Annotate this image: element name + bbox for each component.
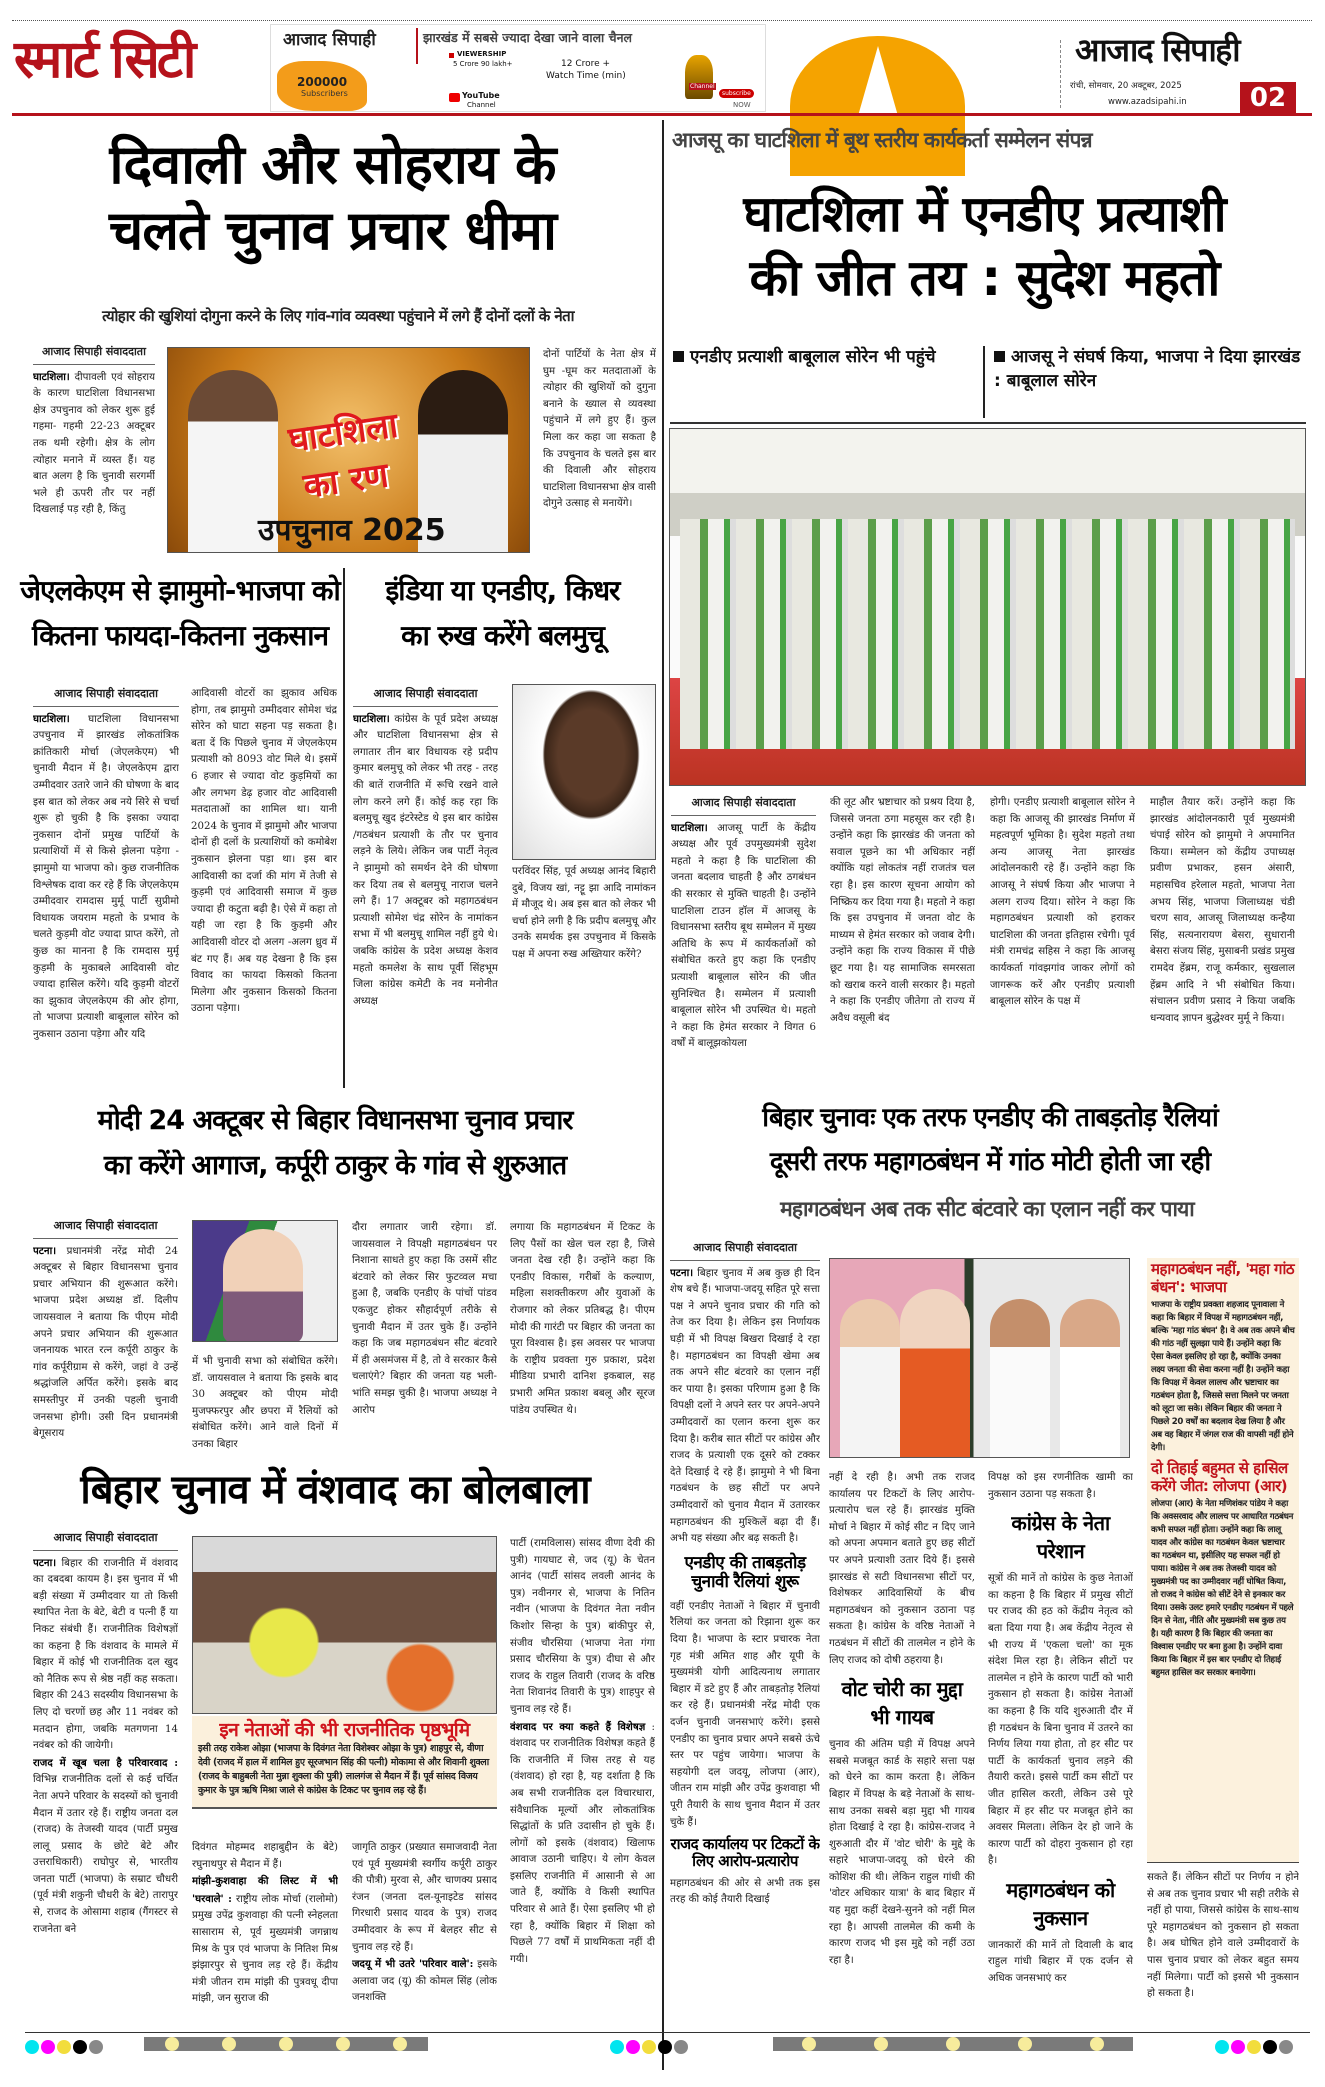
bullet-square-icon [673,351,684,362]
ad-subscribe-button[interactable]: subscribe [719,89,754,98]
channel-ad[interactable] [270,24,766,112]
story6-headline: बिहार चुनाव में वंशवाद का बोलबाला [80,1467,590,1513]
story-text: दोनों पार्टियों के नेता क्षेत्र में घुम -घूम कर मतदाताओं के त्योहार की खुशियों को दुगुना बनाने के ख्याल से व्यवस्था पहुंचाने में लगे हुए हैं। कुल मिला कर कहा जा सकता है कि उपचुनाव के चलते इस बार की दिवाली और सोहराय घाटशिला विधानसभा क्षेत्र वासी दोगुने उत्साह से मनायेंगे। [543,349,656,510]
story3-column1 [353,686,498,1082]
people-group [680,519,1295,749]
story4-headline [672,182,1297,310]
story5-headline-line1: मोदी 24 अक्टूबर से बिहार विधानसभा चुनाव प्रचार [97,1105,573,1136]
story-text: लगाया कि महागठबंधन में टिकट के लिए पैसों का खेल चल रहा है, जिसे जनता देख रही है। उन्होंने कहा कि एनडीए विकास, गरीबों के कल्याण, महिला सशक्तीकरण और युवाओं के रोजगार को लेकर प्रतिबद्ध है। पीएम मोदी की गारंटी पर बिहार की जनता का पूरा विश्वास है। इस अवसर पर भाजपा के राष्ट्रीय प्रवक्ता गुरु प्रकाश, प्रदेश मीडिया प्रभारी दानिश इकबाल, सह प्रभारी अमित प्रकाश बबलू और सूरज पांडेय उपस्थित थे। [510,1222,655,1416]
story5-column2 [192,1354,338,1454]
story-text: घाटशिला विधानसभा उपचुनाव में झारखंड लोकतांत्रिक क्रांतिकारी मोर्चा (जेएलकेएम) भी चुनावी मैदान में है। जेएलकेएम द्वारा उम्मीदवार उतारे जाने की घोषणा के बाद इस बात को लेकर अब नये सिरे से चर्चा शुरू हो चुकी है कि इसका ज्यादा नुकसान दोनों प्रमुख पार्टियों के प्रत्याशियों में से किसे झेलना पड़ेगा - झामुमो या भाजपा को। कुछ राजनीतिक विश्लेषक दावा कर रहे हैं कि जेएलकेएम उम्मीदवार रामदास मुर्मू पार्टी सुप्रीमो विधायक जयराम महतो के प्रभाव के चलते कुड़मी वोट ज्यादा प्राप्त करेंगे, तो कुछ का मानना है कि रामदास मुर्मू कुड़मी के मुकाबले आदिवासी वोट ज्यादा हासिल करेंगे। यदि कुड़मी वोटरों का झुकाव जेएलकेएम की ओर होगा, तो भाजपा प्रत्याशी बाबूलाल सोरेन को नुकसान उठाना पड़ेगा और यदि [33,713,179,1040]
story4-headline-line2: की जीत तय : सुदेश महतो [749,249,1220,307]
paper-name: आजाद सिपाही [1075,31,1240,69]
story3-headline [350,568,655,658]
story-text: परविंदर सिंह, पूर्व अध्यक्ष आनंद बिहारी दुबे, विजय खां, नट्टू झा आदि नामांकन में मौजूद थे। अब इस बात को लेकर भी चर्चा होने लगी है कि प्रदीप बलमुचू और उनके समर्थक इस उपचुनाव में किसके पक्ष में अपना रुख अख्तियार करेंगे? [512,866,656,960]
divider [670,422,1306,424]
color-registration-marks-left [25,2036,105,2055]
black-dot-icon [658,2040,672,2054]
byline: आजाद सिपाही संवाददाता [33,1530,178,1551]
black-dot-icon [1263,2040,1277,2054]
ad-channel-label: Channel [467,101,496,109]
byline: आजाद सिपाही संवाददाता [33,1218,178,1239]
story-text: चुनाव की अंतिम घड़ी में विपक्ष अपने सबसे मजबूत कार्ड के सहारे सत्ता पक्ष को घेरने का काम करता है। लेकिन बिहार में विपक्ष के बड़े नेताओं के साथ-साथ उनका सबसे बड़ा मुद्दा भी गायब होता दिखाई दे रहा है। कांग्रेस-राजद ने शुरुआती दौर में 'वोट चोरी' के मुद्दे के सहारे भाजपा-जदयू को घेरने की कोशिश की थी। लेकिन राहुल गांधी की 'वोटर अधिकार यात्रा' के बाद बिहार में यह मुद्दा कहीं देखने-सुनने को नहीं मिल रहा है। आपसी तालमेल की कमी के कारण राजद भी इस मुद्दे को नहीं उठा रहा है। [829,1739,975,1966]
poster-title-1: घाटशिला [286,405,401,461]
yellow-dot-icon [57,2040,71,2054]
yellow-dot-icon [393,2037,407,2051]
ajsu-conference-photo [669,428,1306,786]
story-text: बिहार की राजनीति में वंशवाद का दबदबा कायम है। इस चुनाव में भी बड़ी संख्या में उम्मीदवार या तो किसी स्थापित नेता के बेटे, बेटी व पत्नी हैं या निकट संबंधी हैं। राजनीतिक विशेषज्ञों का कहना है कि वंशवाद के मामले में बिहार में कोई भी राजनीतिक दल खुद को नैतिक रूप से श्रेष्ठ नहीं कह सकता। बिहार की 243 सदस्यीय विधानसभा के लिए दो चरणों छह और 11 नवंबर को मतदान होगा, जबकि मतगणना 14 नवंबर को की जायेगी। [33,1557,178,1752]
story7-headline-line1: बिहार चुनावः एक तरफ एनडीए की ताबड़तोड़ रैलियां [762,1103,1218,1133]
ad-viewership-label: VIEWERSHIP [457,50,507,58]
byline: आजाद सिपाही संवाददाता [671,795,816,816]
ad-youtube-label: YouTube [462,91,500,100]
yellow-dot-icon [946,2037,960,2051]
subheading: राजद में खूब चला है परिवारवाद : [33,1756,178,1769]
story-text: सकते हैं। लेकिन सीटों पर निर्णय न होने से अब तक चुनाव प्रचार भी सही तरीके से नहीं हो पाया, जिससे कांग्रेस के साथ-साथ पूरे महागठबंधन को नुकसान हो सकता है। अब घोषित होने वाले उम्मीदवारों के पास चुनाव प्रचार को लेकर बहुत समय नहीं मिलेगा। पार्टी को इससे भी नुकसान हो सकता है। [1147,1872,1299,2000]
story4-bullet1: एनडीए प्रत्याशी बाबूलाल सोरेन भी पहुंचे [673,345,973,369]
cyan-dot-icon [25,2040,39,2054]
orange-emblem [790,36,965,176]
story-text: माहौल तैयार करें। उन्होंने कहा कि झारखंड आंदोलनकारी पूर्व मुख्यमंत्री चंपाई सोरेन को झामुमो ने अपमानित किया। सम्मेलन को केंद्रीय उपाध्यक्ष प्रवीण प्रभाकर, हसन अंसारी, महासचिव हरेलाल महतो, भाजपा नेता अभय सिंह, भाजपा जिलाध्यक्ष चंडी चरण साव, आजसू जिलाध्यक्ष कन्हैया सिंह, सत्यनारायण बेसरा, सुधारानी बेसरा संजय सिंह, मुसाबनी प्रखंड प्रमुख रामदेव हेंब्रम, राजू कर्मकार, सुखलाल हेंब्रम आदि ने भी संबोधित किया। संचालन प्रवीण प्रसाद ने किया जबकि धन्यवाद ज्ञापन बुद्धेश्वर मुर्मू ने किया। [1150,797,1295,1024]
subheading: वोट चोरी का मुद्दा भी गायब [841,1677,963,1730]
modi-photo [192,1220,338,1342]
footer-rule [25,2032,1310,2033]
color-registration-marks-center [610,2036,690,2055]
story-text: होगी। एनडीए प्रत्याशी बाबूलाल सोरेन ने कहा कि आजसू की झारखंड निर्माण में महत्वपूर्ण भूमिका है। सुदेश महतो तथा अन्य आजसू नेता झारखंड आंदोलनकारी रहे हैं। उन्होंने कहा कि आजसू ने संघर्ष किया और भाजपा ने अलग राज्य दिया। सोरेन ने कहा कि महागठबंधन प्रत्याशी को हराकर घाटशिला की जनता इतिहास रचेगी। पूर्व मंत्री रामचंद्र सहिस ने कहा कि आजसू कार्यकर्ता गांवझगांव जाकर लोगों को जागरूक करें और एनडीए प्रत्याशी बाबूलाल सोरेन के पक्ष में [990,797,1135,1008]
black-dot-icon [73,2040,87,2054]
subheading: जदयू में भी उतरे 'परिवार वाले': [352,1958,474,1971]
cyan-dot-icon [1215,2040,1229,2054]
box-text: भाजपा के राष्ट्रीय प्रवक्ता शहजाद पूनावाला ने कहा कि बिहार में विपक्ष में महागठबंधन नहीं, बल्कि 'महा गांठ बंधन' है। वे अब तक अपने बीच की गांठ नहीं सुलझा पाये हैं। उन्होंने कहा कि ऐसा केवल इसलिए हो रहा है, क्योंकि उनका लक्ष्य जनता की सेवा करना नहीं है। उन्होंने कहा कि विपक्ष में केवल लालच और भ्रष्टाचार का गठबंधन होता है, जिससे सत्ता मिलने पर जनता को लूटा जा सके। लेकिन बिहार की जनता ने पिछले 20 वर्षों का बदलाव देख लिया है और अब वह बिहार में जंगल राज की वापसी नहीं होने देगी। [1151,1300,1295,1453]
gray-dot-icon [1279,2040,1293,2054]
subheading: राजद कार्यालय पर टिकटों के लिए आरोप-प्रत्यारोप [670,1835,820,1871]
story6-column4 [510,1536,655,2070]
gray-dot-icon [674,2040,688,2054]
ghatshila-poster [167,347,530,553]
story4-column4 [1150,795,1295,1095]
story6-column3 [352,1840,497,2070]
subheading: कांग्रेस के नेता परेशान [1011,1511,1110,1564]
subheading: महागठबंधन को नुकसान [1006,1877,1115,1930]
ad-watch-time: 12 Crore + [561,59,611,69]
story-text: राष्ट्रीय लोक मोर्चा (रालोमो) प्रमुख उपेंद्र कुशवाहा की पत्नी स्नेहलता सासाराम से, पूर्व मुख्यमंत्री जगन्नाथ मिश्र के पुत्र एवं भाजपा के नितिश मिश्र झंझारपुर से चुनाव लड़ रहे हैं। केंद्रीय मंत्री जीतन राम मांझी की पुत्रवधू दीपा मांझी, जन सुराज की [192,1893,338,2005]
website: www.azadsipahi.in [1108,97,1187,107]
poster-title-2: का रण [300,455,391,507]
story-text: विभिन्न राजनीतिक दलों से कई चर्चित नेता अपने परिवार के सदस्यों को चुनावी मैदान में उतार रहे हैं। राष्ट्रीय जनता दल (राजद) के तेजस्वी यादव (पार्टी प्रमुख लालू प्रसाद के छोटे बेटे और उत्तराधिकारी) राघोपुर से, भारतीय जनता पार्टी (भाजपा) के सम्राट चौधरी (पूर्व मंत्री शकुनी चौधरी के बेटे) तारापुर से, राजद के ओसामा शहाब (गैंगस्टर से राजनेता बने [33,1774,178,1935]
box-title: दो तिहाई बहुमत से हासिल करेंगे जीत: लोजपा (आर) [1151,1459,1288,1495]
byline: आजाद सिपाही संवाददाता [33,686,179,707]
story5-headline-line2: का करेंगे आगाज, कर्पूरी ठाकुर के गांव से शुरुआत [103,1150,567,1181]
youtube-icon [449,93,460,102]
story-text: आजसू पार्टी के केंद्रीय अध्यक्ष और पूर्व उपमुख्यमंत्री सुदेश महतो ने कहा है कि घाटशिला की जनता बदलाव चाहती है और ठगबंधन की सरकार से मुक्ति चाहती है। उन्होंने घाटशिला टाउन हॉल में आजसू के विधानसभा स्तरीय बूथ सम्मेलन में मुख्य अतिथि के रूप में कार्यकर्ताओं को संबोधित करते हुए कहा कि एनडीए प्रत्याशी बाबूलाल सोरेन की जीत सुनिश्चित है। सम्मेलन में प्रत्याशी बाबूलाल सोरेन भी उपस्थित थे। महतो ने कहा कि हेमंत सरकार ने विगत 6 वर्षों में बालूझकोयला [671,822,816,1050]
story5-column3 [352,1220,497,1454]
magenta-dot-icon [41,2040,55,2054]
gray-dot-icon [89,2040,103,2054]
story6-column2 [192,1840,338,2070]
yellow-dot-icon [1247,2040,1261,2054]
dateline: पटना। [670,1266,694,1279]
story7-column3 [988,1470,1133,2070]
story2-headline-line2: कितना फायदा-कितना नुकसान [31,619,329,652]
registration-bar-left [144,2037,428,2051]
story-text: दिवंगत मोहम्मद शहाबुद्दीन के बेटे) रघुनाथपुर से मैदान में हैं। [192,1842,338,1870]
story-text: : वंशवाद पर राजनीतिक विशेषज्ञ कहते हैं कि राजनीति में जिस तरह से यह (वंशवाद) हो रहा है, यह दर्शाता है कि अब सभी राजनीतिक दल विचारधारा, संवैधानिक मूल्यों और लोकतांत्रिक सिद्धांतों के प्रति उदासीन हो चुके हैं। लोगों को इसके (वंशवाद) खिलाफ आवाज उठानी चाहिए। ये लोग केवल इसलिए राजनीति में आसानी से आ जाते हैं, क्योंकि वे किसी स्थापित परिवार से आते हैं। ऐसा इसलिए भी हो रहा है, क्योंकि बिहार में शिक्षा को पिछले 77 वर्षों में प्राथमिकता नहीं दी गयी। [510,1721,655,1965]
story-text: पार्टी (रामविलास) सांसद वीणा देवी की पुत्री) गायघाट से, जद (यू) के चेतन आनंद (पार्टी सांसद लवली आनंद के पुत्र) नवीनगर से, भाजपा के नितिन नवीन (भाजपा के दिवंगत नेता नवीन किशोर सिन्हा के पुत्र) बांकीपुर से, संजीव चौरसिया (भाजपा नेता गंगा प्रसाद चौरसिया के पुत्र) दीघा से और राजद के राहुल तिवारी (राजद के वरिष्ठ नेता शिवानंद तिवारी के पुत्र) शाहपुर से चुनाव लड़ रहे हैं। [510,1538,655,1715]
yellow-dot-icon [1018,2037,1032,2051]
story4-headline-line1: घाटशिला में एनडीए प्रत्याशी [743,185,1226,243]
magenta-dot-icon [626,2040,640,2054]
story-text: दीपावली एवं सोहराय के कारण घाटशिला विधानसभा क्षेत्र उपचुनाव को लेकर शुरू हुई गहमा- गहमी 22-23 अक्टूबर तक थमी रहेगी। क्षेत्र के लोग त्योहार मनाने में व्यस्त हैं। यह बात अलग है कि चुनावी सरगर्मी भले ही ऊपरी तौर पर नहीं दिखलाई पड़ रही है, किंतु [33,371,155,516]
story7-headline [670,1096,1310,1184]
yellow-dot-icon [165,2037,179,2051]
story3-headline-line1: इंडिया या एनडीए, किधर [385,574,620,607]
top-dotted-rule [12,20,1312,21]
story1-subheadline: त्योहार की खुशियां दोगुना करने के लिए गांव-गांव व्यवस्था पहुंचाने में लगे हैं दोनों दलों के नेता [102,307,574,325]
dateline: घाटशिला। [671,821,708,834]
story-text: सूत्रों की मानें तो कांग्रेस के कुछ नेताओं का कहना है कि बिहार में प्रमुख सीटों पर राजद की हठ को केंद्रीय नेतृत्व को बता दिया गया है। अब केंद्रीय नेतृत्व से भी राज्य में 'एकला चलो' का मूक संदेश मिल रहा है। लेकिन सीटों पर तालमेल न होने के कारण पार्टी को भारी नुकसान हो सकता है। कांग्रेस नेताओं का कहना है कि यदि शुरुआती दौर में ही गठबंधन के बिना चुनाव में उतरने का निर्णय लिया गया होता, तो हर सीट पर पार्टी के कार्यकर्ता चुनाव लड़ने की तैयारी करते। इससे पार्टी कम सीटों पर जीत हासिल करती, लेकिन उसे पूरे बिहार में हर सीट पर मजबूत होने का अवसर मिलता। लेकिन देर हो जाने के कारण पार्टी को दोहरा नुकसान हो रहा है। [988,1573,1133,1867]
color-registration-marks-right [1215,2036,1295,2055]
story-text: दौरा लगातार जारी रहेगा। डॉ. जायसवाल ने विपक्षी महागठबंधन पर निशाना साधते हुए कहा कि उसमें सीट बंटवारे को लेकर सिर फुटव्वल मचा हुआ है, जबकि एनडीए के पांचों पांडव एकजुट होकर सौहार्दपूर्ण तरीके से चुनावी मैदान में उतर चुके हैं। उन्होंने कहा कि जब महागठबंधन सीट बंटवारे में ही असमंजस में है, तो वे सरकार कैसे चलाएंगे? बिहार की जनता यह भली-भांति समझ चुकी है। भाजपा अध्यक्ष ने आरोप [352,1222,497,1416]
story2-headline [20,568,340,658]
trophy-badge-icon [685,55,713,99]
story6-box [192,1716,497,1809]
story-text: विपक्ष को इस रणनीतिक खामी का नुकसान उठाना पड़ सकता है। [988,1472,1133,1500]
subheading: मांझी-कुशवाहा की लिस्ट में भी 'घरवाले' : [192,1875,338,1905]
bullet-square-icon [994,351,1005,362]
box-title: महागठबंधन नहीं, 'महा गांठ बंधन': भाजपा [1151,1260,1295,1296]
cyan-dot-icon [610,2040,624,2054]
yellow-dot-icon [222,2037,236,2051]
story4-column3 [990,795,1135,1095]
main-column-divider [662,120,664,2070]
divider [983,346,985,418]
box-title: इन नेताओं की भी राजनीतिक पृष्ठभूमि [219,1719,470,1741]
story-text: की लूट और भ्रष्टाचार को प्रश्रय दिया है, जिससे जनता ठगा महसूस कर रही है। उन्होंने कहा कि झारखंड की जनता को सवाल पूछने का भी अधिकार नहीं क्योंकि यहां लोकतंत्र नहीं राजतंत्र चल रहा है। इस कारण सूचना आयोग को निष्क्रिय कर दिया गया है। महतो ने कहा कि इस उपचुनाव में जनता वोट के माध्यम से हेमंत सरकार को जवाब देगी। उन्होंने कहा कि राज्य विकास में पीछे छूट गया है। यह सामाजिक समरसता को खराब करने वाली सरकार है। महतो ने कहा कि एनडीए जीतेगा तो राज्य में अवैध वसूली बंद [830,797,975,1024]
magenta-dot-icon [1231,2040,1245,2054]
section-title: स्मार्ट सिटी [14,30,194,90]
dateline: घाटशिला। [353,712,390,725]
dateline: पटना। [33,1244,57,1257]
story2-column1 [33,686,179,1082]
story4-column1 [671,795,816,1095]
story4-column2 [830,795,975,1095]
story7-headline-line2: दूसरी तरफ महागठबंधन में गांठ मोटी होती जा रही [769,1147,1211,1177]
story2-headline-line1: जेएलकेएम से झामुमो-भाजपा को [20,574,340,607]
yellow-dot-icon [802,2037,816,2051]
yellow-dot-icon [1090,2037,1104,2051]
yellow-dot-icon [336,2037,350,2051]
byline: आजाद सिपाही संवाददाता [33,344,155,365]
yellow-dot-icon [642,2040,656,2054]
story4-bullet2: आजसू ने संघर्ष किया, भाजपा ने दिया झारखंड : बाबूलाल सोरेन [994,347,1301,391]
story5-column4 [510,1220,655,1454]
story-text: जानकारों की मानें तो दिवाली के बाद राहुल गांधी बिहार में एक दर्जन से अधिक जनसभाएं कर [988,1939,1133,1985]
story-text: बिहार चुनाव में अब कुछ ही दिन शेष बचे हैं। भाजपा-जदयू सहित पूरे सत्ता पक्ष ने अपने चुनाव प्रचार की गति को तेज कर दिया है। लेकिन इस निर्णायक घड़ी में भी विपक्ष बिखरा दिखाई दे रहा है। महागठबंधन का विपक्षी खेमा अब तक अपने सीट बंटवारे का एलान नहीं कर पाया है। इसका परिणाम हुआ है कि विपक्षी दलों ने अपने स्तर पर अपने-अपने उम्मीदवारों का एलान करना शुरू कर दिया है। करीब सात सीटों पर कांग्रेस और राजद के प्रत्याशी एक दूसरे को टक्कर देते दिखाई दे रहे हैं। झामुमो ने भी बिना गठबंधन के छह सीटों पर अपने उम्मीदवारों को चुनाव मैदान में उतारकर महागठबंधन की मुश्किलें बढ़ा दी हैं। अभी यह संख्या और बढ़ सकती है। [670,1267,820,1545]
story7-column2 [829,1470,975,2070]
celebration-photo [192,1536,497,1714]
story1-headline-line2: चलते चुनाव प्रचार धीमा [109,199,556,262]
story-text: में भी चुनावी सभा को संबोधित करेंगे। डॉ. जायसवाल ने बताया कि इसके बाद 30 अक्टूबर को पीएम मोदी मुजफ्फरपुर और छपरा में रैलियों को संबोधित करेंगे। आने वाले दिनों में उनका बिहार [192,1356,338,1450]
story3-column2 [512,864,656,1082]
box-text: लोजपा (आर) के नेता मणिशंकर पांडेय ने कहा कि अवसरवाद और लालच पर आधारित गठबंधन कभी सफल नहीं होता। उन्होंने कहा कि लालू यादव और कांग्रेस का गठबंधन केवल भ्रष्टाचार का गठबंधन था, इसीलिए यह सफल नहीं हो पाया। कांग्रेस ने अब तक तेजस्वी यादव को मुख्यमंत्री पद का उम्मीदवार नहीं घोषित किया, तो राजद ने कांग्रेस को सीटें देने से इनकार कर दिया। उसके उलट हमारे एनडीए गठबंधन में पहले दिन से नेता, नीति और मुख्यमंत्री सब कुछ तय है। यही कारण है कि बिहार की जनता का विश्वास एनडीए पर बना हुआ है। उन्होंने दावा किया कि बिहार में इस बार एनडीए दो तिहाई बहुमत हासिल कर सरकार बनायेगा। [1151,1499,1294,1678]
story7-subheadline: महागठबंधन अब तक सीट बंटवारे का एलान नहीं कर पाया [780,1197,1194,1221]
ad-subscribers-label: Subscribers [301,89,348,98]
pen-nib-icon [858,46,898,116]
box-text: इसी तरह राकेश ओझा (भाजपा के दिवंगत नेता विशेश्वर ओझा के पुत्र) शाहपुर से, वीणा देवी (राजद में हाल में शामिल हुए सूरजभान सिंह की पत्नी) मोकामा से और शिवानी शुक्ला (राजद के बाहुबली नेता मुन्ना शुक्ला की पुत्री) लालगंज से मैदान में हैं। पूर्व सांसद विजय कुमार के पुत्र ऋषि मिश्रा जाले से कांग्रेस के टिकट पर चुनाव लड़ रहे हैं। [198,1742,489,1796]
story1-headline-line1: दिवाली और सोहराय के [109,133,556,196]
registration-bar-right [773,2037,1133,2051]
ad-watch-time-label: Watch Time (min) [546,71,626,81]
byline: आजाद सिपाही संवाददाता [670,1240,820,1261]
ad-viewership-value: 5 Crore 90 lakh+ [453,60,513,68]
story4-kicker: आजसू का घाटशिला में बूथ स्तरीय कार्यकर्ता सम्मेलन संपन्न [672,128,1092,152]
divider [343,568,345,1088]
masthead-rule [12,113,1312,116]
byline: आजाद सिपाही संवाददाता [353,686,498,707]
ad-subscribers-count: 200000 [297,75,348,89]
story-text: वहीं एनडीए नेताओं ने बिहार में चुनावी रैलियां कर जनता को रिझाना शुरू कर दिया है। भाजपा के स्टार प्रचारक नेता गृह मंत्री अमित शाह और यूपी के मुख्यमंत्री योगी आदित्यनाथ लगातार बिहार में डटे हुए हैं और ताबड़तोड़ रैलियां कर रहे हैं। प्रधानमंत्री नरेंद्र मोदी एक दर्जन चुनावी जनसभाएं करेंगे। इससे एनडीए का चुनाव प्रचार अपने सबसे ऊंचे स्तर पर पहुंच जायेगा। भाजपा के सहयोगी दल जदयू, लोजपा (आर), जीतन राम मांझी और उपेंद्र कुशवाहा भी पूरी तैयारी के साथ चुनाव मैदान में उतर चुके हैं। [670,1600,820,1828]
dateline: घाटशिला। [33,712,70,725]
nda-india-leaders-photo [829,1258,1130,1458]
story-text: महागठबंधन की ओर से अभी तक इस तरह की कोई तैयारी दिखाई [670,1877,820,1906]
ad-brand: आजाद सिपाही [283,30,376,50]
story5-column1 [33,1218,178,1453]
story-text: प्रधानमंत्री नरेंद्र मोदी 24 अक्टूबर से बिहार विधानसभा चुनाव प्रचार अभियान की शुरूआत करेंगे। भाजपा प्रदेश अध्यक्ष डॉ. दिलीप जायसवाल ने बताया कि पीएम मोदी अपने प्रचार अभियान की शुरूआत जननायक भारत रत्न कर्पूरी ठाकुर के गांव कर्पूरीग्राम से करेंगे, जहां वे उन्हें श्रद्धांजलि अर्पित करेंगे। इसके बाद समस्तीपुर में उनकी पहली चुनावी जनसभा होगी। उसी दिन प्रधानमंत्री बेगूसराय [33,1245,178,1440]
story-text: आदिवासी वोटरों का झुकाव अधिक होगा, तब झामुमो उम्मीदवार सोमेश चंद्र सोरेन को घाटा सहना पड़ सकता है। बता दें कि पिछले चुनाव में जेएलकेएम प्रत्याशी को 8093 वोट मिले थे। इसमें 6 हजार से ज्यादा वोट कुड़मियों का और लगभग डेढ़ हजार वोट आदिवासी मतदाताओं का शामिल था। यानी 2024 के चुनाव में झामुमो और भाजपा दोनों ही दलों के प्रत्याशियों को कमोबेश नुकसान झेलना पड़ा था। इस बार आदिवासी का दर्जा की मांग में तेजी से कुड़मी एवं आदिवासी समाज में कुछ ज्यादा ही कटुता बढ़ी है। ऐसे में कहा तो यही जा रहा है कि कुड़मी और आदिवासी वोटर दो अलग -अलग ध्रुव में बंट गए हैं। अब यह देखना है कि इस विवाद का फायदा किसको कितना मिलेगा और नुकसान किसको कितना उठाना पड़ेगा। [191,688,337,1015]
story1-column2 [543,347,656,557]
subheading: वंशवाद पर क्या कहते हैं विशेषज्ञ [510,1720,646,1733]
dateline: घाटशिला। [33,370,70,383]
story-text: इसके अलावा जद (यू) की कोमल सिंह (लोक जनशक्ति [352,1959,497,2004]
yellow-dot-icon [874,2037,888,2051]
story7-column1 [670,1240,820,2070]
balmuchu-photo [512,684,656,860]
subheading: एनडीए की ताबड़तोड़ चुनावी रैलियां शुरू [684,1552,806,1593]
story-text: नहीं दे रही है। अभी तक राजद कार्यालय पर टिकटों के लिए आरोप-प्रत्यारोप चल रहे हैं। झारखंड मुक्ति मोर्चा ने बिहार में कोई सीट न दिए जाने को अपना अपमान बताते हुए छह सीटों पर अपने प्रत्याशी उतार दिये हैं। इससे झारखंड से सटी विधानसभा सीटों पर, विशेषकर आदिवासियों के बीच महागठबंधन को नुकसान उठाना पड़ सकता है। कांग्रेस के वरिष्ठ नेताओं ने गठबंधन में सीटों की तालमेल न होने के लिए राजद को दोषी ठहराया है। [829,1472,975,1666]
ad-badge-text: Channel [690,83,715,90]
story1-headline [15,132,650,264]
story2-column2 [191,686,337,1082]
page-number: 02 [1240,82,1296,114]
story5-headline [20,1098,650,1188]
story1-column1 [33,344,155,556]
story-text: जागृति ठाकुर (प्रख्यात समाजवादी नेता एवं पूर्व मुख्यमंत्री स्वर्गीय कर्पूरी ठाकुर की पौत्री) मुरवा से, और चाणक्य प्रसाद रंजन (जनता दल-यूनाइटेड सांसद गिरधारी प्रसाद यादव के पुत्र) राजद उम्मीदवार के रूप में बेलहर सीट से चुनाव लड़ रहे हैं। [352,1842,497,1953]
dateline: रांची, सोमवार, 20 अक्टूबर, 2025 [1070,81,1182,91]
story7-sidebar-box [1147,1258,1299,1863]
poster-footer: उपचुनाव 2025 [258,513,446,548]
dateline: पटना। [33,1556,57,1569]
ad-now-text: NOW [733,101,751,109]
story3-headline-line2: का रुख करेंगे बलमुचू [401,619,604,652]
ad-tagline: झारखंड में सबसे ज्यादा देखा जाने वाला चैनल [423,30,633,45]
story6-column1 [33,1530,178,2070]
story-text: कांग्रेस के पूर्व प्रदेश अध्यक्ष और घाटशिला विधानसभा क्षेत्र से लगातार तीन बार विधायक रहे प्रदीप कुमार बलमुचू को लेकर भी तरह - तरह की बातें राजनीति में रूचि रखने वाले लोग करने लगे हैं। कोई कह रहा कि बलमुचू खुद इंटरेस्टेड थे इस बार कांग्रेस /गठबंधन प्रत्याशी के तौर पर चुनाव लड़ने के लिये। लेकिन जब पार्टी नेतृत्व ने झामुमो को समर्थन देने की घोषणा कर दिया तब से बलमुचू नाराज चलने लगे हैं। 17 अक्टूबर को महागठबंधन प्रत्याशी सोमेश चंद्र सोरेन के नामांकन सभा में भी बलमुचू शामिल नहीं हुये थे। जबकि कांग्रेस के प्रदेश अध्यक्ष केशव महतो कमलेश के साथ पूर्वी सिंहभूम जिला कांग्रेस कमेटी के नव मनोनीत अध्यक्ष [353,713,498,1007]
yellow-dot-icon [279,2037,293,2051]
